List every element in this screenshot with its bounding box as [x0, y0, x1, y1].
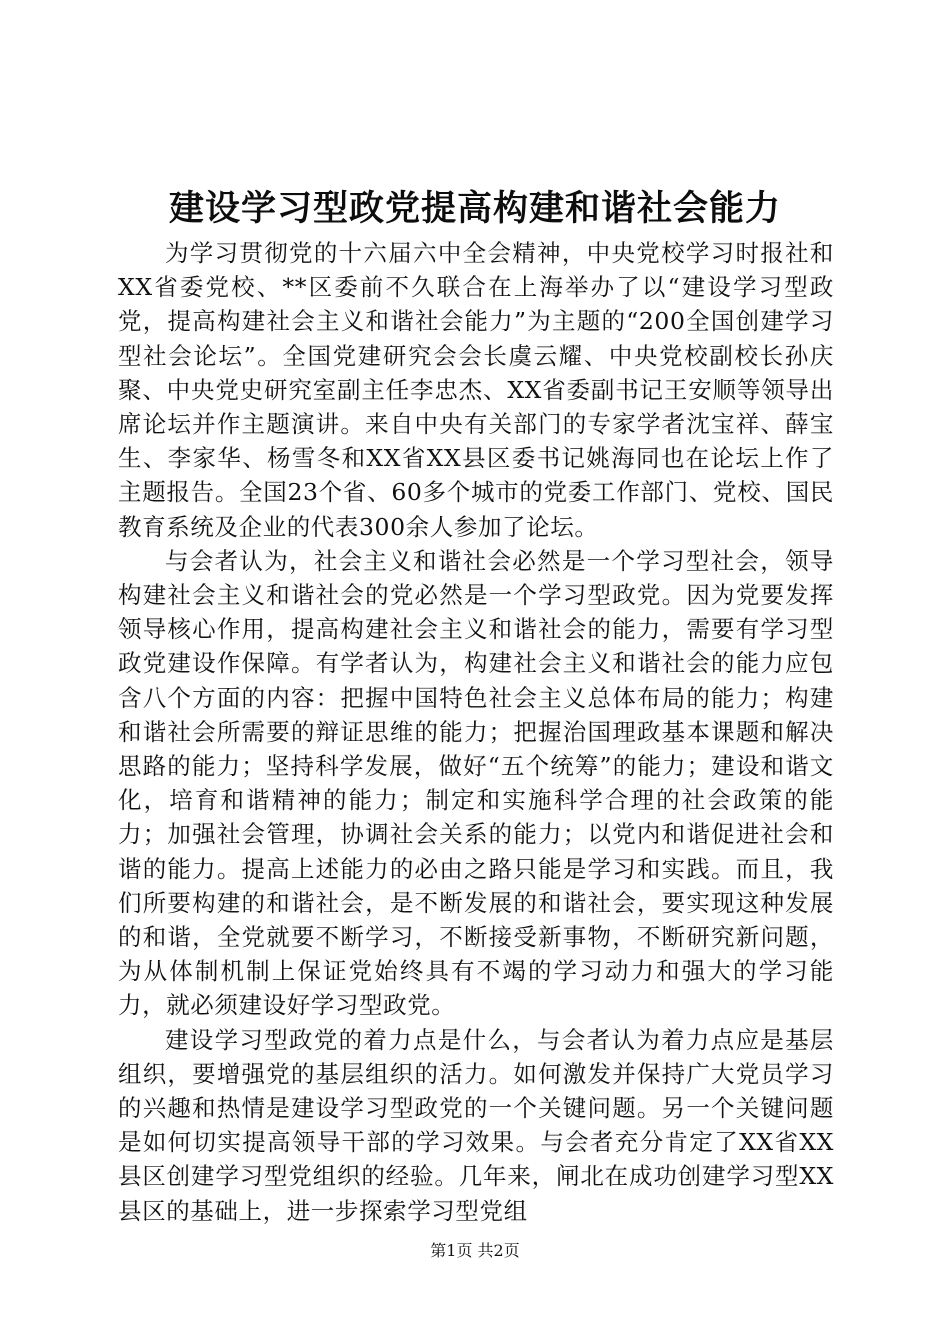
paragraph-2: 与会者认为，社会主义和谐社会必然是一个学习型社会，领导构建社会主义和谐社会的党必然是一个学习型政党。因为党要发挥领导核心作用，提高构建社会主义和谐社会的能力，需要有学习型政党建设作保障。有学者认为，构建社会主义和谐社会的能力应包含八个方面的内容：把握中国特色社会主义总体布局的能力；构建和谐社会所需要的辩证思维的能力；把握治国理政基本课题和解决思路的能力；坚持科学发展，做好“五个统筹”的能力；建设和谐文化，培育和谐精神的能力；制定和实施科学合理的社会政策的能力；加强社会管理，协调社会关系的能力；以党内和谐促进社会和谐的能力。提高上述能力的必由之路只能是学习和实践。而且，我们所要构建的和谐社会，是不断发展的和谐社会，要实现这种发展的和谐，全党就要不断学习，不断接受新事物，不断研究新问题，为从体制机制上保证党始终具有不竭的学习动力和强大的学习能力，就必须建设好学习型政党。 [118, 546, 834, 1020]
page-number-footer: 第1页 共2页 [430, 1241, 520, 1260]
document-body [118, 236, 834, 1228]
paragraph-1: 为学习贯彻党的十六届六中全会精神，中央党校学习时报社和XX省委党校、**区委前不久联合在上海举办了以“建设学习型政党，提高构建社会主义和谐社会能力”为主题的“200全国创建学习型社会论坛”。全国党建研究会会长虞云耀、中央党校副校长孙庆聚、中央党史研究室副主任李忠杰、XX省委副书记王安顺等领导出席论坛并作主题演讲。来自中央有关部门的专家学者沈宝祥、薛宝生、李家华、杨雪冬和XX省XX县区委书记姚海同也在论坛上作了主题报告。全国23个省、60多个城市的党委工作部门、党校、国民教育系统及企业的代表300余人参加了论坛。 [118, 239, 834, 541]
document-title: 建设学习型政党提高构建和谐社会能力 [168, 189, 781, 229]
paragraph-3: 建设学习型政党的着力点是什么，与会者认为着力点应是基层组织，要增强党的基层组织的活力。如何激发并保持广大党员学习的兴趣和热情是建设学习型政党的一个关键问题。另一个关键问题是如何切实提高领导干部的学习效果。与会者充分肯定了XX省XX县区创建学习型党组织的经验。几年来，闸北在成功创建学习型XX县区的基础上，进一步探索学习型党组 [118, 1025, 834, 1225]
